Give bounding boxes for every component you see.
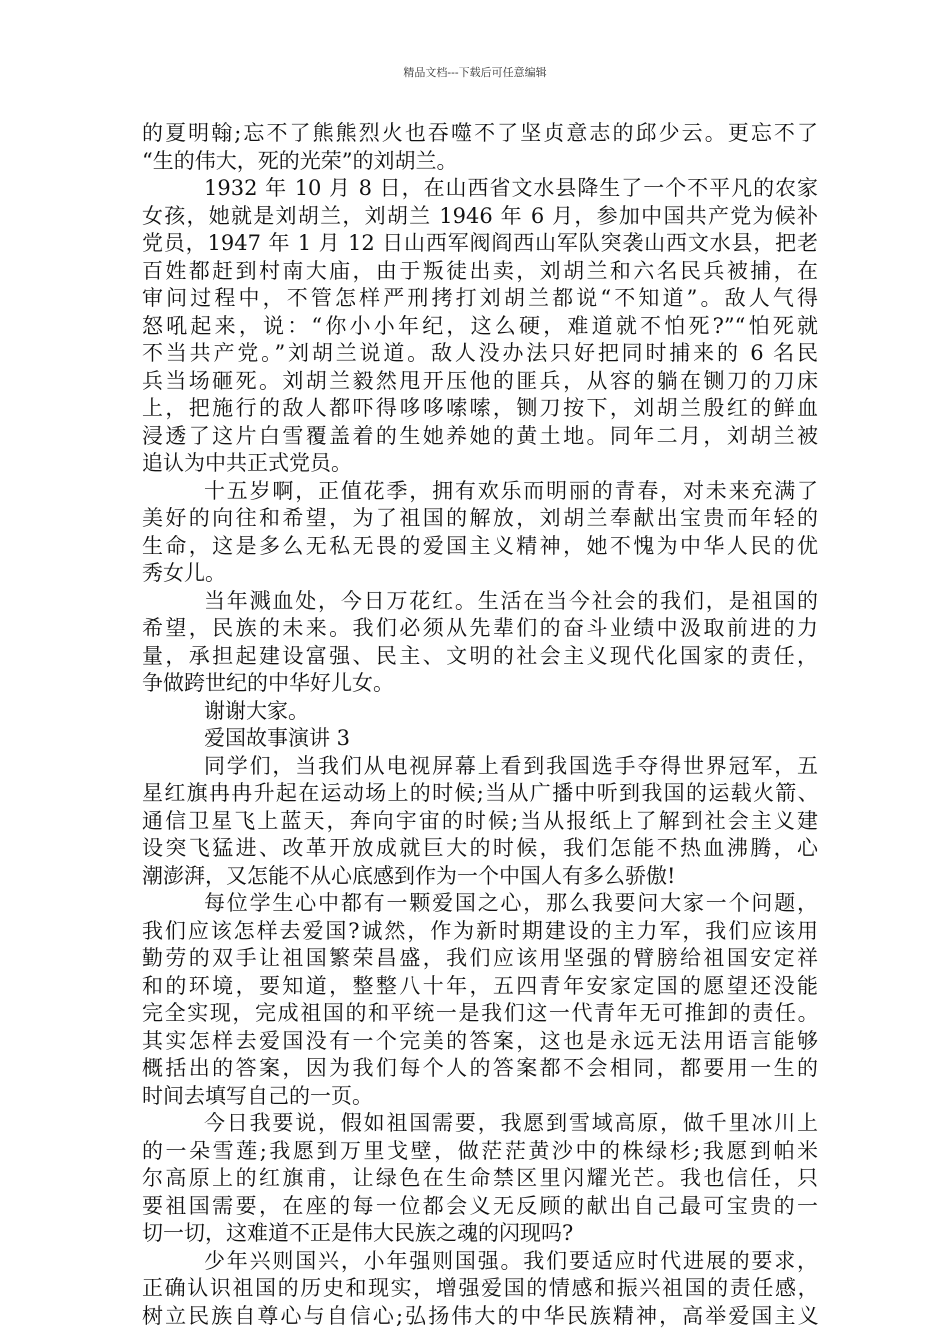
text-line: 今日我要说，假如祖国需要，我愿到雪域高原，做千里冰川上 xyxy=(204,1111,818,1135)
text-line: 浸透了这片白雪覆盖着的生她养她的黄土地。同年二月，刘胡兰被 xyxy=(142,423,818,448)
text-line: 兵当场砸死。刘胡兰毅然甩开压他的匪兵，从容的躺在铡刀的刀床 xyxy=(142,368,818,393)
text-line: 不当共产党。”刘胡兰说道。敌人没办法只好把同时捕来的 6 名民 xyxy=(142,341,818,365)
text-line: 美好的向往和希望，为了祖国的解放，刘胡兰奉献出宝贵而年轻的 xyxy=(142,506,818,530)
document-body xyxy=(142,120,818,1330)
text-line: 追认为中共正式党员。 xyxy=(142,451,352,475)
text-line: 争做跨世纪的中华好儿女。 xyxy=(142,671,394,695)
text-line: 正确认识祖国的历史和现实，增强爱国的情感和振兴祖国的责任感， xyxy=(142,1276,818,1300)
text-line: 1932 年 10 月 8 日，在山西省文水县降生了一个不平凡的农家 xyxy=(204,176,818,200)
text-line: 时间去填写自己的一页。 xyxy=(142,1083,373,1108)
text-line: 上，把施行的敌人都吓得哆哆嗦嗦，铡刀按下，刘胡兰殷红的鲜血 xyxy=(142,396,818,420)
text-line: 当年溅血处，今日万花红。生活在当今社会的我们，是祖国的 xyxy=(204,588,818,613)
text-line: 和的环境，要知道，整整八十年，五四青年安家定国的愿望还没能 xyxy=(142,973,818,998)
text-line: 的一朵雪莲;我愿到万里戈壁，做茫茫黄沙中的株绿杉;我愿到帕米 xyxy=(142,1138,818,1163)
text-line: 勤劳的双手让祖国繁荣昌盛，我们应该用坚强的臂膀给祖国安定祥 xyxy=(142,946,818,970)
text-line: 尔高原上的红旗甫，让绿色在生命禁区里闪耀光芒。我也信任，只 xyxy=(142,1166,818,1190)
text-line: 百姓都赶到村南大庙，由于叛徒出卖，刘胡兰和六名民兵被捕，在 xyxy=(142,258,818,283)
text-line: 通信卫星飞上蓝天，奔向宇宙的时候;当从报纸上了解到社会主义建 xyxy=(142,808,818,833)
text-line: 同学们，当我们从电视屏幕上看到我国选手夺得世界冠军，五 xyxy=(204,753,818,778)
text-line: 十五岁啊，正值花季，拥有欢乐而明丽的青春，对未来充满了 xyxy=(204,478,818,503)
page-header: 精品文档---下载后可任意编辑 xyxy=(403,66,547,79)
text-line: 设突飞猛进、改革开放成就巨大的时候，我们怎能不热血沸腾，心 xyxy=(142,836,818,860)
text-line: 其实怎样去爱国没有一个完美的答案，这也是永远无法用语言能够 xyxy=(142,1028,818,1053)
text-line: 星红旗冉冉升起在运动场上的时候;当从广播中听到我国的运载火箭、 xyxy=(142,781,818,805)
text-line: 党员，1947 年 1 月 12 日山西军阀阎西山军队突袭山西文水县，把老 xyxy=(142,231,818,255)
text-line: 希望，民族的未来。我们必须从先辈们的奋斗业绩中汲取前进的力 xyxy=(142,616,818,640)
text-line: 完全实现，完成祖国的和平统一是我们这一代青年无可推卸的责任。 xyxy=(142,1001,818,1025)
text-line: 审问过程中，不管怎样严刑拷打刘胡兰都说“不知道”。敌人气得 xyxy=(142,286,818,310)
text-line: 生命，这是多么无私无畏的爱国主义精神，她不愧为中华人民的优 xyxy=(142,533,818,558)
text-line: 谢谢大家。 xyxy=(204,698,309,723)
text-line: 树立民族自尊心与自信心;弘扬伟大的中华民族精神，高举爱国主义 xyxy=(142,1303,818,1328)
text-line: 少年兴则国兴，小年强则国强。我们要适应时代进展的要求， xyxy=(204,1248,818,1273)
text-line: 每位学生心中都有一颗爱国之心，那么我要问大家一个问题， xyxy=(204,891,818,915)
text-line: 爱国故事演讲 3 xyxy=(204,726,351,750)
text-line: “生的伟大，死的光荣”的刘胡兰。 xyxy=(142,148,458,173)
text-line: 的夏明翰;忘不了熊熊烈火也吞噬不了坚贞意志的邱少云。更忘不了 xyxy=(142,121,818,145)
text-line: 概括出的答案，因为我们每个人的答案都不会相同，都要用一生的 xyxy=(142,1056,818,1080)
text-line: 女孩，她就是刘胡兰，刘胡兰 1946 年 6 月，参加中国共产党为候补 xyxy=(142,203,818,228)
text-line: 秀女儿。 xyxy=(142,561,226,585)
text-line: 怒吼起来，说：“你小小年纪，这么硬，难道就不怕死?”“怕死就 xyxy=(142,313,818,338)
text-line: 量，承担起建设富强、民主、文明的社会主义现代化国家的责任， xyxy=(142,643,818,668)
text-line: 潮澎湃，又怎能不从心底感到作为一个中国人有多么骄傲! xyxy=(142,863,676,888)
text-line: 我们应该怎样去爱国?诚然，作为新时期建设的主力军，我们应该用 xyxy=(142,918,818,943)
text-line: 切一切，这难道不正是伟大民族之魂的闪现吗? xyxy=(142,1221,574,1245)
text-line: 要祖国需要，在座的每一位都会义无反顾的献出自己最可宝贵的一 xyxy=(142,1193,818,1218)
